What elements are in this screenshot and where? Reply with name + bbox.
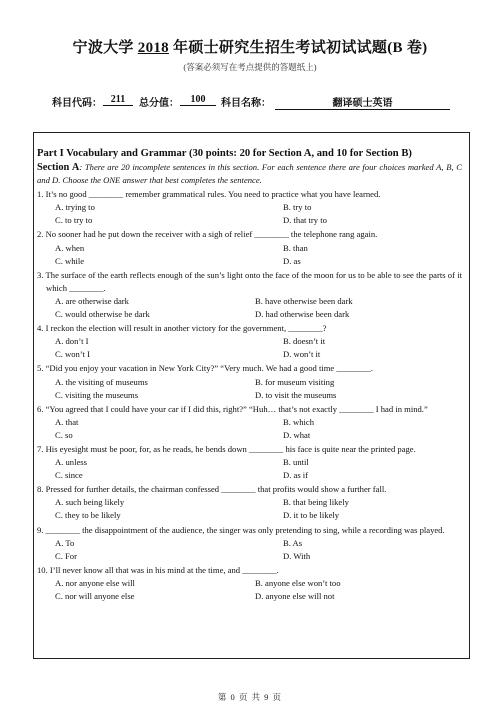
question-8: 8. Pressed for further details, the chairman confessed ________ that profits would show a further fall. [37, 484, 387, 495]
option-row [37, 537, 462, 550]
answer-sheet-note: (答案必须写在考点提供的答题纸上) [183, 62, 317, 72]
option: B. for museum visiting [255, 376, 335, 387]
option-row [37, 376, 462, 389]
option: C. since [55, 470, 83, 481]
question-7: 7. His eyesight must be poor, for, as he reads, he bends down ________ his face is quite near the printed page. [37, 443, 416, 454]
option-row [37, 429, 462, 442]
option-row [37, 469, 462, 482]
option: C. nor will anyone else [55, 591, 135, 601]
subject-name: 翻译硕士英语 [275, 94, 450, 110]
option: D. to visit the museums [255, 389, 337, 400]
option: C. to try to [55, 215, 93, 226]
option: B. have otherwise been dark [255, 295, 353, 306]
option: D. it to be likely [283, 510, 340, 521]
option: A. when [55, 242, 85, 253]
option: A. the visiting of museums [55, 376, 148, 387]
option: A. such being likely [55, 497, 125, 508]
page-footer: 第 0 页 共 9 页 [217, 692, 283, 702]
exam-title: 宁波大学 2018 年硕士研究生招生考试初试试题(B 卷) [72, 40, 428, 56]
option-row [37, 590, 462, 603]
option-row [37, 389, 462, 402]
option: C. visiting the museums [55, 389, 139, 400]
option-row [37, 255, 462, 268]
option: C. while [55, 255, 85, 266]
option: D. what [283, 429, 311, 440]
question-6: 6. “You agreed that I could have your car if I did this, right?” “Huh… that’s not exactly ________ I had in mind.” [37, 403, 428, 414]
option-row [37, 295, 462, 308]
option: B. try to [283, 202, 312, 213]
option: A. trying to [55, 202, 95, 213]
question-5: 5. “Did you enjoy your vacation in New York City?” “Very much. We had a good time ________. [37, 363, 373, 374]
option: C. won’t I [55, 349, 90, 360]
option: A. To [55, 537, 75, 548]
option: D. With [283, 550, 311, 561]
option-row [37, 335, 462, 348]
total-score: 100 [180, 94, 216, 106]
option: C. they to be likely [55, 510, 121, 521]
option: B. As [283, 537, 303, 548]
option-row [37, 496, 462, 509]
option: A. don’t I [55, 336, 89, 347]
option-row [37, 201, 462, 214]
option: B. doesn’t it [283, 336, 326, 347]
option: B. until [283, 457, 309, 468]
question-3: 3. The surface of the earth reflects enough of the sun’s light onto the face of the moon for us to be able to see the parts of it which ________. [37, 269, 462, 293]
option: D. as if [283, 470, 309, 481]
option: A. are otherwise dark [55, 295, 129, 306]
option-row [37, 456, 462, 469]
option: D. won’t it [283, 349, 321, 360]
option: B. than [283, 242, 308, 253]
option: C. so [55, 429, 73, 440]
section-instructions: Section A: There are 20 incomplete sentences in this section. For each sentence there are four choices marked A, B, C and D. Choose the ONE answer that best completes the sentence. [37, 162, 462, 186]
exam-year: 2018 [137, 40, 169, 56]
option: A. that [55, 416, 79, 427]
option-row [37, 242, 462, 255]
option-row [37, 214, 462, 227]
option-row [37, 348, 462, 361]
option: A. nor anyone else will [55, 577, 135, 588]
option-row [37, 509, 462, 522]
question-1: 1. It’s no good ________ remember grammatical rules. You need to practice what you have learned. [37, 189, 381, 200]
option: B. anyone else won’t too [255, 577, 341, 588]
option: D. anyone else will not [255, 591, 335, 601]
option: D. had otherwise been dark [255, 309, 350, 320]
option: B. which [283, 416, 315, 427]
question-list [37, 188, 462, 603]
option: A. unless [55, 457, 87, 468]
option-row [37, 416, 462, 429]
question-10: 10. I’ll never know all that was in his mind at the time, and ________. [37, 564, 279, 575]
total-score-label: 总分值： [139, 98, 179, 109]
subject-code: 211 [103, 94, 133, 106]
part-title: Part I Vocabulary and Grammar (30 points: 20 for Section A, and 10 for Section B) [37, 148, 412, 159]
option: B. that being likely [283, 497, 349, 508]
option: C. would otherwise be dark [55, 309, 150, 320]
option-row [37, 577, 462, 590]
option: C. For [55, 550, 77, 561]
option: D. that try to [283, 215, 327, 226]
subject-code-label: 科目代码： [52, 98, 102, 109]
question-4: 4. I reckon the election will result in another victory for the government, ________? [37, 323, 327, 334]
question-content [37, 147, 462, 603]
option-row [37, 550, 462, 563]
subject-name-label: 科目名称： [221, 98, 271, 109]
option: D. as [283, 255, 301, 266]
question-9: 9. ________ the disappointment of the audience, the singer was only pretending to sing, while a recording was played. [37, 524, 445, 535]
question-2: 2. No sooner had he put down the receiver with a sigh of relief ________ the telephone rang again. [37, 229, 378, 240]
option-row [37, 308, 462, 321]
